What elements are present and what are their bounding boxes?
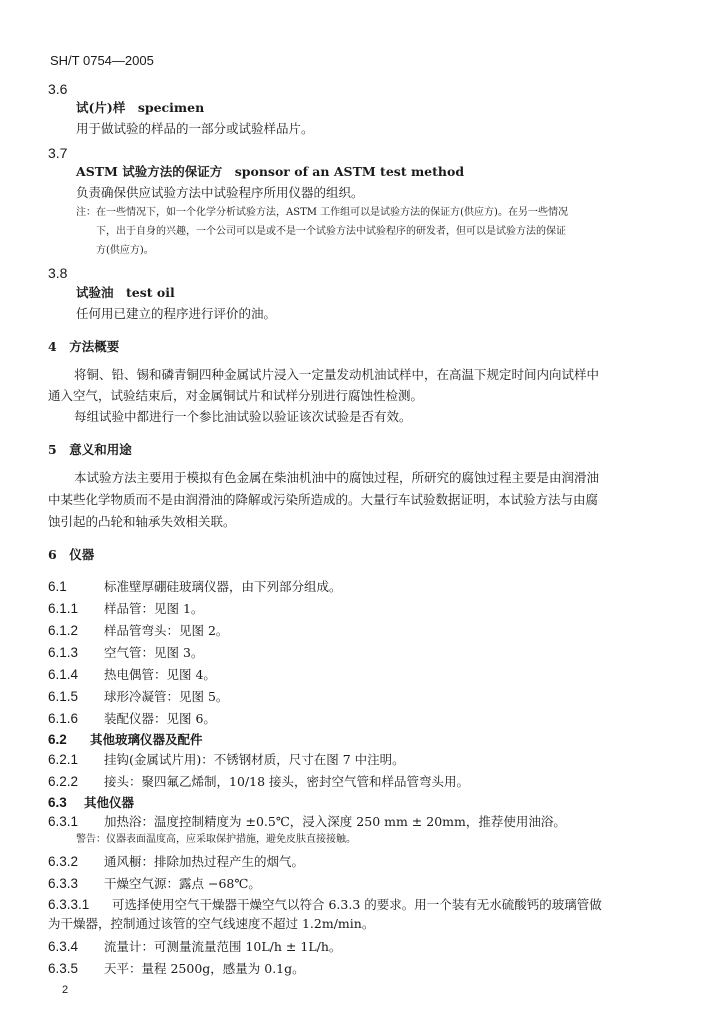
clause xyxy=(48,940,341,954)
clause-number: 6.2.2 xyxy=(48,774,79,789)
para-line: 蚀引起的凸轮和轴承失效相关联。 xyxy=(48,514,236,529)
def-note-line: 方(供应方)。 xyxy=(96,245,154,256)
section-title-6: 6 仪器 xyxy=(48,547,95,562)
clause-number: 6.1.1 xyxy=(48,601,79,616)
clause xyxy=(48,815,566,829)
clause-text: 天平：量程 2500g，感量为 0.1g。 xyxy=(104,961,305,976)
clause-number: 6.1.4 xyxy=(48,667,79,682)
clause-text: 加热浴：温度控制精度为 ±0.5℃，浸入深度 250 mm ± 20mm，推荐使用油浴。 xyxy=(104,814,566,829)
clause xyxy=(48,962,305,976)
clause xyxy=(48,753,405,767)
clause-text: 装配仪器：见图 6。 xyxy=(104,711,216,726)
clause-number: 6.2 xyxy=(48,732,67,747)
clause xyxy=(48,898,602,912)
def-term: 试验油 test oil xyxy=(76,285,175,300)
clause-text: 挂钩(金属试片用)：不锈钢材质，尺寸在图 7 中注明。 xyxy=(104,752,405,767)
clause-number: 6.1 xyxy=(48,579,67,594)
def-number: 3.7 xyxy=(48,145,68,161)
def-number: 3.8 xyxy=(48,265,68,281)
para-line: 本试验方法主要用于模拟有色金属在柴油机油中的腐蚀过程，所研究的腐蚀过程主要是由润滑油 xyxy=(74,470,600,485)
clause xyxy=(48,624,228,638)
clause-text: 热电偶管：见图 4。 xyxy=(104,667,216,682)
clause-number: 6.3 xyxy=(48,795,67,810)
clause-text: 样品管弯头：见图 2。 xyxy=(104,623,229,638)
clause-number: 6.3.2 xyxy=(48,854,79,869)
section-title-5: 5 意义和用途 xyxy=(48,442,132,457)
clause xyxy=(48,668,216,682)
clause-text: 样品管：见图 1。 xyxy=(104,601,204,616)
clause-text: 可选择使用空气干燥器干燥空气以符合 6.3.3 的要求。用一个装有无水硫酸钙的玻璃管做 xyxy=(112,897,602,912)
clause xyxy=(48,733,203,747)
clause-number: 6.1.6 xyxy=(48,711,79,726)
clause xyxy=(48,877,261,891)
page-number: 2 xyxy=(62,984,69,996)
clause xyxy=(48,796,134,810)
para-line: 中某些化学物质而不是由润滑油的降解或污染所造成的。大量行车试验数据证明，本试验方法与由腐 xyxy=(48,492,599,507)
clause-number: 6.3.3.1 xyxy=(48,897,90,912)
def-note-line: 注：在一些情况下，如一个化学分析试验方法，ASTM 工作组可以是试验方法的保证方(供应方)。在另一些情况 xyxy=(76,207,568,218)
doc-header: SH/T 0754—2005 xyxy=(50,53,154,68)
def-number: 3.6 xyxy=(48,81,68,97)
warning-note: 警告：仪器表面温度高，应采取保护措施，避免皮肤直接接触。 xyxy=(76,834,356,845)
clause-text: 球形冷凝管：见图 5。 xyxy=(104,689,229,704)
clause xyxy=(48,712,216,726)
clause-continuation: 为干燥器，控制通过该管的空气线速度不超过 1.2m/min。 xyxy=(48,916,375,931)
clause xyxy=(48,646,203,660)
clause-text: 其他仪器 xyxy=(84,795,135,810)
clause-number: 6.1.2 xyxy=(48,623,79,638)
para-line: 将铜、铅、锡和磷青铜四种金属试片浸入一定量发动机油试样中，在高温下规定时间内向试样中 xyxy=(74,367,600,382)
clause-text: 干燥空气源：露点 −68℃。 xyxy=(104,876,261,891)
clause-text: 流量计：可测量流量范围 10L/h ± 1L/h。 xyxy=(104,939,342,954)
clause-text: 标准壁厚硼硅玻璃仪器，由下列部分组成。 xyxy=(104,579,342,594)
clause-text: 空气管：见图 3。 xyxy=(104,645,204,660)
def-term: 试(片)样 specimen xyxy=(76,100,205,115)
para-line: 通入空气，试验结束后，对金属铜试片和试样分别进行腐蚀性检测。 xyxy=(48,388,424,403)
def-body: 用于做试验的样品的一部分或试验样品片。 xyxy=(76,121,314,136)
clause xyxy=(48,690,228,704)
clause-text: 其他玻璃仪器及配件 xyxy=(90,732,203,747)
def-body: 负责确保供应试验方法中试验程序所用仪器的组织。 xyxy=(76,185,364,200)
section-title-4: 4 方法概要 xyxy=(48,339,120,354)
clause-number: 6.2.1 xyxy=(48,752,79,767)
clause-text: 接头：聚四氟乙烯制，10/18 接头，密封空气管和样品管弯头用。 xyxy=(104,774,469,789)
clause-number: 6.3.1 xyxy=(48,814,79,829)
clause-text: 通风橱：排除加热过程产生的烟气。 xyxy=(104,854,305,869)
clause-number: 6.3.3 xyxy=(48,876,79,891)
clause xyxy=(48,775,469,789)
clause-number: 6.3.4 xyxy=(48,939,79,954)
para-line: 每组试验中都进行一个参比油试验以验证该次试验是否有效。 xyxy=(74,409,412,424)
clause xyxy=(48,602,203,616)
def-note-line: 下，出于自身的兴趣，一个公司可以是或不是一个试验方法中试验程序的研发者，但可以是试验方法的保证 xyxy=(96,226,566,237)
clause-number: 6.3.5 xyxy=(48,961,79,976)
clause xyxy=(48,855,304,869)
def-body: 任何用已建立的程序进行评价的油。 xyxy=(76,306,277,321)
clause xyxy=(48,580,342,594)
clause-number: 6.1.3 xyxy=(48,645,79,660)
clause-number: 6.1.5 xyxy=(48,689,79,704)
def-term: ASTM 试验方法的保证方 sponsor of an ASTM test method xyxy=(76,164,465,179)
